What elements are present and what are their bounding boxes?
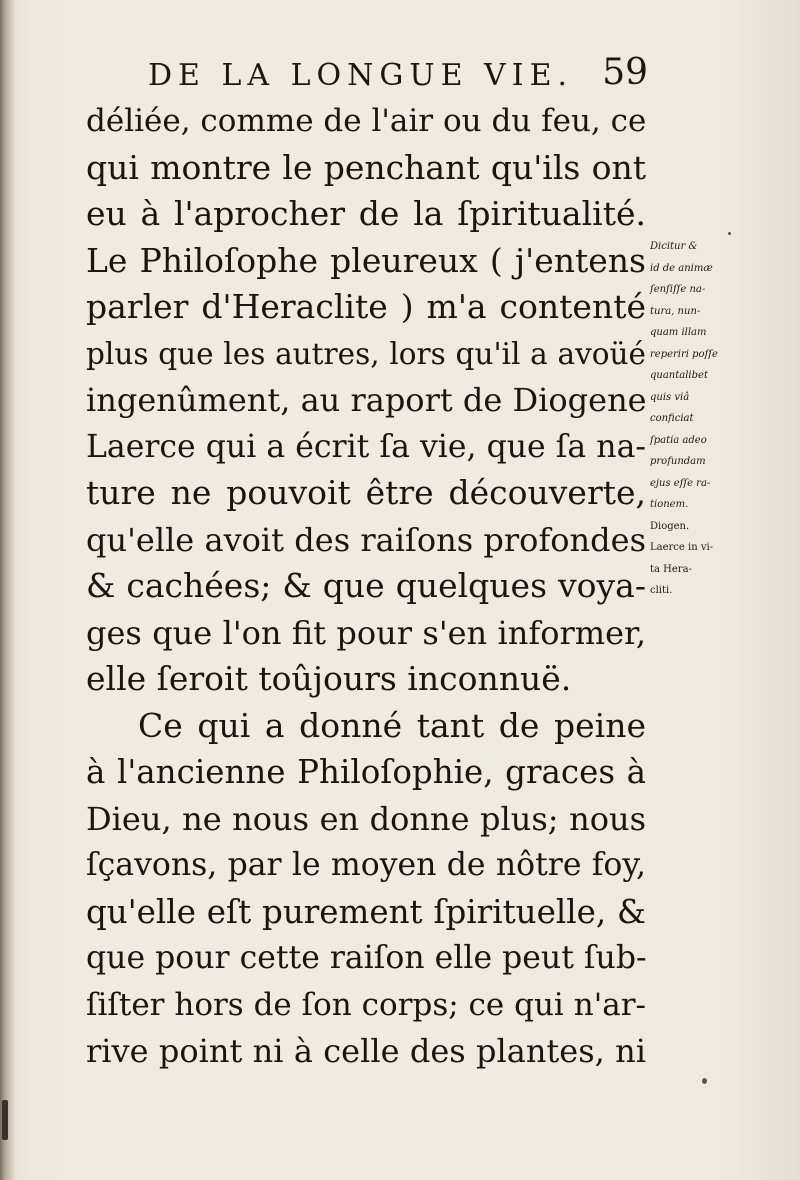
margin-note-line: ſenſiſſe na- (650, 284, 706, 295)
margin-citation-line: Diogen. (650, 520, 690, 532)
text-line: Laerce qui a écrit ſa vie, que ſa na- (86, 428, 646, 465)
text-line: qu'elle eſt purement ſpirituelle, & (86, 892, 646, 931)
running-title: DE LA LONGUE VIE. (148, 58, 574, 93)
margin-note-line: conficiat (650, 413, 694, 424)
text-line: eu à l'aprocher de la ſpiritualité. (86, 194, 646, 233)
margin-citation-line: ta Hera- (650, 563, 692, 575)
margin-note-line: tionem. (650, 499, 689, 510)
text-line: Dieu, ne nous en donne plus; nous (86, 799, 646, 838)
text-line: déliée, comme de l'air ou du feu, ce (86, 103, 647, 139)
margin-note (650, 236, 800, 602)
margin-citation-line: cliti. (650, 585, 673, 596)
margin-note-line: quis viâ (650, 391, 690, 403)
margin-note-line: profundam (650, 456, 706, 467)
text-line: & cachées; & que quelques voya- (86, 566, 646, 605)
text-line: qui montre le penchant qu'ils ont (86, 147, 646, 187)
text-line: rive point ni à celle des plantes, ni (86, 1032, 646, 1070)
ink-speck (702, 1078, 707, 1084)
text-line: elle ſeroit toûjours inconnuë. (86, 659, 572, 698)
text-line: Le Philoſophe pleureux ( j'entens (86, 240, 646, 280)
paragraph-start-line: Ce qui a donné tant de peine (138, 705, 646, 745)
margin-note-line: Dicitur & (650, 241, 698, 252)
page-gutter (0, 0, 14, 1180)
margin-note-line: quantalibet (650, 370, 708, 381)
margin-citation-line: Laerce in vi- (650, 542, 714, 553)
text-line: ſçavons, par le moyen de nôtre foy, (86, 847, 646, 883)
text-line: ſiſter hors de ſon corps; ce qui n'ar- (86, 986, 646, 1023)
binding-mark (2, 1100, 8, 1140)
text-line: ges que l'on fit pour s'en informer, (86, 613, 646, 652)
main-text (86, 98, 646, 1075)
margin-note-line: ejus eſſe ra- (650, 477, 711, 489)
margin-note-line: reperiri poſſe (650, 348, 718, 360)
text-line: plus que les autres, lors qu'il a avoüé (86, 336, 646, 371)
text-line: parler d'Heraclite ) m'a contenté (86, 287, 646, 326)
ink-speck (728, 232, 731, 235)
margin-note-line: quam illam (650, 327, 707, 338)
margin-note-line: tura, nun- (650, 305, 701, 317)
text-line: qu'elle avoit des raiſons profondes (86, 520, 646, 559)
text-line: ture ne pouvoit être découverte, (86, 473, 646, 512)
margin-note-line: id de animæ (650, 262, 713, 274)
text-line: ingenûment, au raport de Diogene (86, 381, 647, 419)
text-line: que pour cette raiſon elle peut ſub- (86, 940, 647, 976)
text-line: à l'ancienne Philoſophie, graces à (86, 753, 646, 791)
margin-note-line: ſpatia adeo (650, 434, 707, 446)
page-number: 59 (602, 52, 648, 93)
page-header (148, 52, 648, 102)
